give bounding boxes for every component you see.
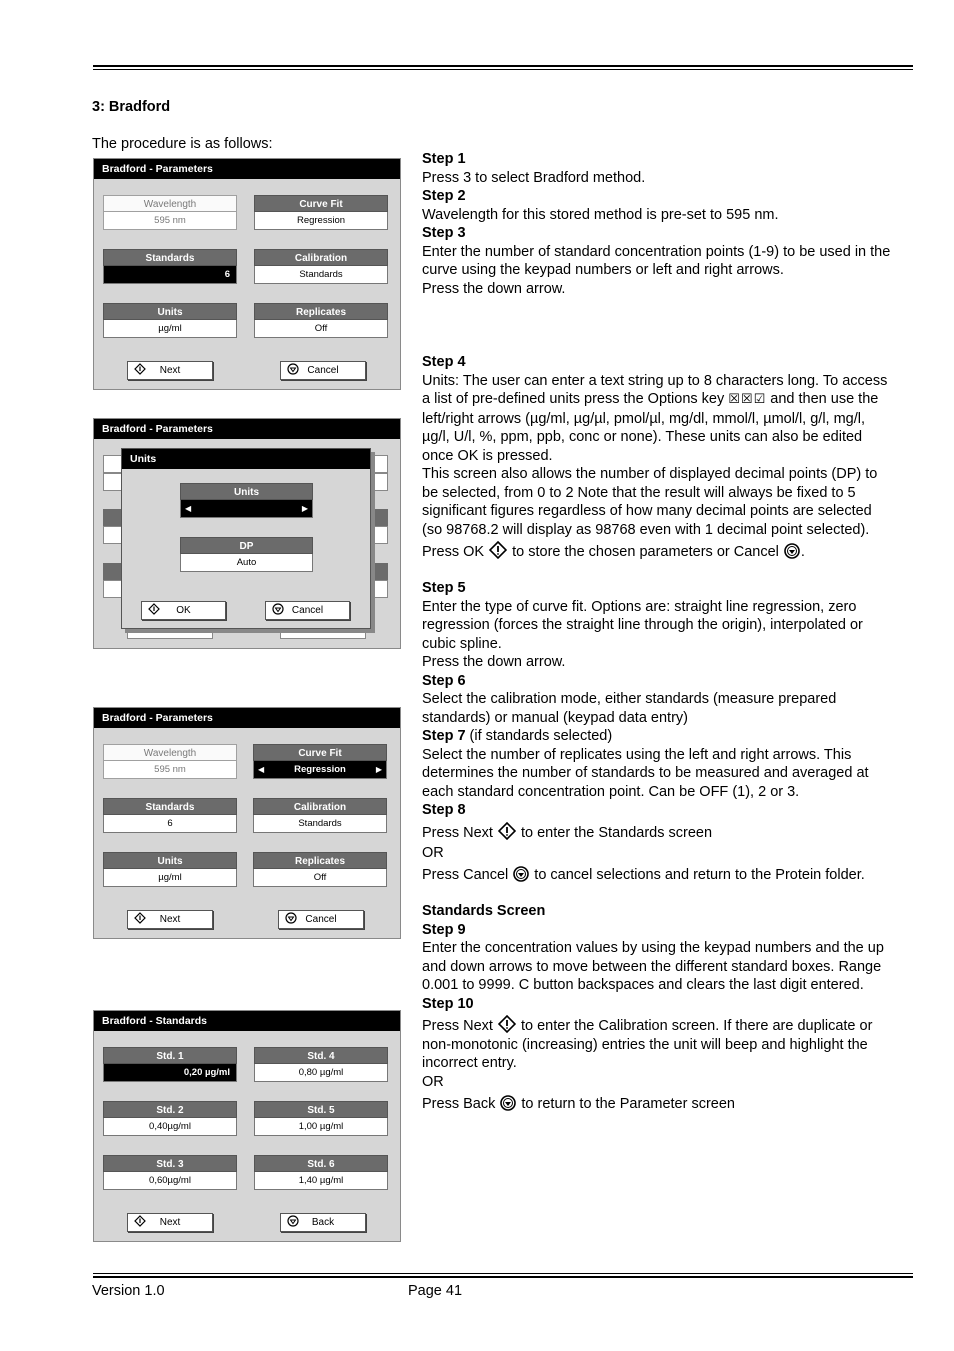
std-1-value[interactable]: 0,20 µg/ml bbox=[103, 1064, 237, 1082]
std-2-label: Std. 2 bbox=[103, 1101, 237, 1118]
std-4-label: Std. 4 bbox=[254, 1047, 388, 1064]
cancel-octagon-icon bbox=[784, 543, 800, 559]
standards-screen bbox=[93, 1010, 401, 1242]
units-value[interactable]: µg/ml bbox=[103, 869, 237, 887]
press-back-text: Press Back bbox=[422, 1096, 496, 1112]
store-text: to store the chosen parameters or Cancel bbox=[512, 544, 779, 560]
wavelength-label: Wavelength bbox=[103, 195, 237, 212]
step-4-title: Step 4 bbox=[422, 354, 466, 370]
ok-label: OK bbox=[176, 605, 191, 616]
background-field bbox=[372, 473, 388, 491]
standards-value[interactable]: 6 bbox=[103, 266, 237, 284]
screen-title: Bradford - Parameters bbox=[94, 419, 400, 439]
step-10-or: OR bbox=[422, 1073, 444, 1090]
footer-rule-thin bbox=[93, 1273, 913, 1274]
cancel-label: Cancel bbox=[305, 914, 337, 925]
back-button[interactable] bbox=[280, 1213, 366, 1232]
replicates-label: Replicates bbox=[253, 852, 387, 869]
ok-diamond-icon bbox=[489, 541, 507, 559]
step-10-back bbox=[422, 1093, 892, 1115]
wavelength-field bbox=[103, 744, 237, 779]
std-2-value[interactable]: 0,40µg/ml bbox=[103, 1118, 237, 1136]
standards-field[interactable] bbox=[103, 798, 237, 833]
header-rule-thin bbox=[93, 69, 913, 70]
curve-fit-value[interactable] bbox=[253, 761, 387, 779]
step-9-title: Step 9 bbox=[422, 921, 466, 938]
step-10-next bbox=[422, 1015, 892, 1073]
std-5-label: Std. 5 bbox=[254, 1101, 388, 1118]
replicates-field[interactable] bbox=[253, 852, 387, 887]
ok-button[interactable] bbox=[141, 601, 226, 620]
calibration-field[interactable] bbox=[254, 249, 388, 284]
calibration-label: Calibration bbox=[253, 798, 387, 815]
std-4-field[interactable] bbox=[254, 1047, 388, 1082]
wavelength-field bbox=[103, 195, 237, 230]
back-rest-text: to return to the Parameter screen bbox=[521, 1096, 735, 1112]
units-dialog bbox=[121, 448, 371, 629]
curve-fit-label: Curve Fit bbox=[253, 744, 387, 761]
step-8-or: OR bbox=[422, 844, 444, 861]
screen-title: Bradford - Parameters bbox=[94, 708, 400, 728]
back-octagon-icon bbox=[500, 1095, 516, 1111]
cancel-label: Cancel bbox=[307, 365, 339, 376]
instructions-column bbox=[422, 150, 892, 1115]
cancel-label: Cancel bbox=[291, 605, 324, 616]
next-diamond-icon bbox=[498, 822, 516, 840]
next-label: Next bbox=[159, 1217, 181, 1228]
options-key-icon: ☒☒☑ bbox=[728, 392, 767, 407]
standards-label: Standards bbox=[103, 249, 237, 266]
std-1-label: Std. 1 bbox=[103, 1047, 237, 1064]
step-5-title: Step 5 bbox=[422, 580, 466, 596]
next-label: Next bbox=[159, 914, 181, 925]
step-5-body-2: Press the down arrow. bbox=[422, 654, 566, 670]
step-8-cancel bbox=[422, 864, 892, 886]
step-4-body bbox=[422, 372, 892, 466]
wavelength-value: 595 nm bbox=[103, 761, 237, 779]
press-next-text: Press Next bbox=[422, 824, 493, 841]
curve-fit-value[interactable]: Regression bbox=[254, 212, 388, 230]
right-arrow-icon[interactable]: ▶ bbox=[375, 765, 382, 774]
parameters-screen-3 bbox=[93, 707, 401, 939]
step-6-title: Step 6 bbox=[422, 672, 466, 689]
curve-fit-label: Curve Fit bbox=[254, 195, 388, 212]
std-6-field[interactable] bbox=[254, 1155, 388, 1190]
dp-value[interactable]: Auto bbox=[180, 554, 313, 572]
std-5-value[interactable]: 1,00 µg/ml bbox=[254, 1118, 388, 1136]
step-4-body-c: This screen also allows the number of displayed decimal points (DP) to be selected, from 0 to 2 Note that the result will always be fixed to 5 significant figures regardless of how many decimal points are selected (so 98768.2 will display as 98768 even with 1 decimal point selected). bbox=[422, 466, 878, 538]
step-7-heading bbox=[422, 727, 892, 746]
step-2-title: Step 2 bbox=[422, 188, 466, 204]
units-label: Units bbox=[103, 303, 237, 320]
screen-title: Bradford - Parameters bbox=[94, 159, 400, 179]
step-4-body-b: and then use the left/right arrows (µg/ml, µg/µl, pmol/µl, mg/dl, mmol/l, µmol/l, g/l, mg/l, µg/l, U/l, %, ppm, ppb, conc or none). These units can also be edited once OK is pressed. bbox=[422, 391, 879, 464]
dialog-title: Units bbox=[122, 449, 370, 469]
dialog-units-field[interactable] bbox=[180, 483, 313, 518]
calibration-value[interactable]: Standards bbox=[253, 815, 387, 833]
std-5-field[interactable] bbox=[254, 1101, 388, 1136]
step-7-suffix: (if standards selected) bbox=[465, 728, 613, 744]
background-field bbox=[372, 455, 388, 473]
step-9-body: Enter the concentration values by using the keypad numbers and the up and down arrows to move between the different standard boxes. Range 0.001 to 9999. C button backspaces and clears the last digit entered. bbox=[422, 940, 884, 993]
calibration-value[interactable]: Standards bbox=[254, 266, 388, 284]
footer-version: Version 1.0 bbox=[92, 1283, 165, 1299]
standards-label: Standards bbox=[103, 798, 237, 815]
next-label: Next bbox=[159, 365, 181, 376]
back-label: Back bbox=[311, 1217, 335, 1228]
dialog-dp-field[interactable] bbox=[180, 537, 313, 572]
std-4-value[interactable]: 0,80 µg/ml bbox=[254, 1064, 388, 1082]
next-button[interactable] bbox=[127, 1213, 213, 1232]
units-label: Units bbox=[103, 852, 237, 869]
step-2-body: Wavelength for this stored method is pre-set to 595 nm. bbox=[422, 206, 779, 223]
footer-rule bbox=[93, 1276, 913, 1278]
step-1-body: Press 3 to select Bradford method. bbox=[422, 169, 646, 186]
units-field[interactable] bbox=[103, 852, 237, 887]
standards-field[interactable] bbox=[103, 249, 237, 284]
std-6-value[interactable]: 1,40 µg/ml bbox=[254, 1172, 388, 1190]
std-3-value[interactable]: 0,60µg/ml bbox=[103, 1172, 237, 1190]
replicates-value[interactable]: Off bbox=[254, 320, 388, 338]
calibration-field[interactable] bbox=[253, 798, 387, 833]
std-6-label: Std. 6 bbox=[254, 1155, 388, 1172]
header-rule bbox=[93, 65, 913, 67]
cancel-button[interactable] bbox=[280, 361, 366, 380]
step-4-body-a: Units: The user can enter a text string up to 8 characters long. To access a list of pre-defined units press the Options key bbox=[422, 372, 888, 407]
background-field bbox=[372, 563, 388, 580]
background-button bbox=[280, 629, 366, 639]
standards-screen-title: Standards Screen bbox=[422, 903, 546, 919]
step-4-press-ok bbox=[422, 541, 892, 563]
screen-title: Bradford - Standards bbox=[94, 1011, 400, 1031]
units-value[interactable]: µg/ml bbox=[103, 320, 237, 338]
std-2-field[interactable] bbox=[103, 1101, 237, 1136]
next-diamond-icon bbox=[498, 1015, 516, 1033]
calibration-label: Calibration bbox=[254, 249, 388, 266]
replicates-value[interactable]: Off bbox=[253, 869, 387, 887]
right-arrow-icon[interactable]: ▶ bbox=[301, 504, 308, 513]
step-7-title: Step 7 bbox=[422, 728, 466, 744]
replicates-label: Replicates bbox=[254, 303, 388, 320]
curve-fit-field[interactable] bbox=[253, 744, 387, 779]
left-arrow-icon[interactable]: ◀ bbox=[258, 765, 265, 774]
standards-value[interactable]: 6 bbox=[103, 815, 237, 833]
wavelength-value: 595 nm bbox=[103, 212, 237, 230]
cancel-button[interactable] bbox=[265, 601, 350, 620]
step-8-title: Step 8 bbox=[422, 802, 466, 818]
dp-label: DP bbox=[180, 537, 313, 554]
dialog-units-value[interactable] bbox=[180, 500, 313, 518]
std-1-field[interactable] bbox=[103, 1047, 237, 1082]
parameters-screen-1 bbox=[93, 158, 401, 390]
step-5-body: Enter the type of curve fit. Options are: straight line regression, zero regression (forces the straight line through the origin), interpolated or cubic spline. bbox=[422, 598, 863, 652]
press-cancel-text: Press Cancel bbox=[422, 867, 509, 883]
cancel-button[interactable] bbox=[278, 910, 364, 929]
cancel-octagon-icon bbox=[513, 866, 529, 882]
replicates-field[interactable] bbox=[254, 303, 388, 338]
next-rest-text: to enter the Calibration screen. If there are duplicate or non-monotonic (increasing) entries the unit will beep and highlight the incorrect entry. bbox=[422, 1018, 873, 1071]
step-10-title: Step 10 bbox=[422, 995, 474, 1012]
next-button[interactable] bbox=[127, 361, 213, 380]
curve-fit-field[interactable] bbox=[254, 195, 388, 230]
step-7-body: Select the number of replicates using the left and right arrows. This determines the number of standards to be measured and averaged at each standard concentration point. Can be OFF (1), 2 or 3. bbox=[422, 746, 869, 800]
left-arrow-icon[interactable]: ◀ bbox=[185, 504, 192, 513]
curve-fit-selection: Regression bbox=[294, 764, 346, 775]
step-4-end: . bbox=[800, 544, 805, 560]
section-heading: 3: Bradford bbox=[92, 99, 171, 115]
dialog-units-label: Units bbox=[180, 483, 313, 500]
press-next-text: Press Next bbox=[422, 1018, 493, 1034]
background-field bbox=[372, 526, 388, 544]
units-field[interactable] bbox=[103, 303, 237, 338]
wavelength-label: Wavelength bbox=[103, 744, 237, 761]
step-3-title: Step 3 bbox=[422, 225, 466, 241]
cancel-rest-text: to cancel selections and return to the Protein folder. bbox=[534, 867, 865, 883]
footer-page-number: Page 41 bbox=[408, 1283, 463, 1299]
step-8-next bbox=[422, 822, 892, 844]
step-3-body-2: Press the down arrow. bbox=[422, 280, 566, 297]
std-3-label: Std. 3 bbox=[103, 1155, 237, 1172]
press-ok-text: Press OK bbox=[422, 544, 485, 560]
step-3-body: Enter the number of standard concentration points (1-9) to be used in the curve using the keypad numbers or left and right arrows. bbox=[422, 243, 891, 278]
std-3-field[interactable] bbox=[103, 1155, 237, 1190]
background-button bbox=[127, 629, 213, 639]
next-rest-text: to enter the Standards screen bbox=[520, 824, 713, 841]
step-1-title: Step 1 bbox=[422, 151, 466, 167]
step-6-body: Select the calibration mode, either standards (measure prepared standards) or manual (keypad data entry) bbox=[422, 691, 837, 726]
intro-text: The procedure is as follows: bbox=[92, 136, 273, 152]
next-button[interactable] bbox=[127, 910, 213, 929]
background-field bbox=[372, 509, 388, 526]
background-field bbox=[372, 580, 388, 598]
